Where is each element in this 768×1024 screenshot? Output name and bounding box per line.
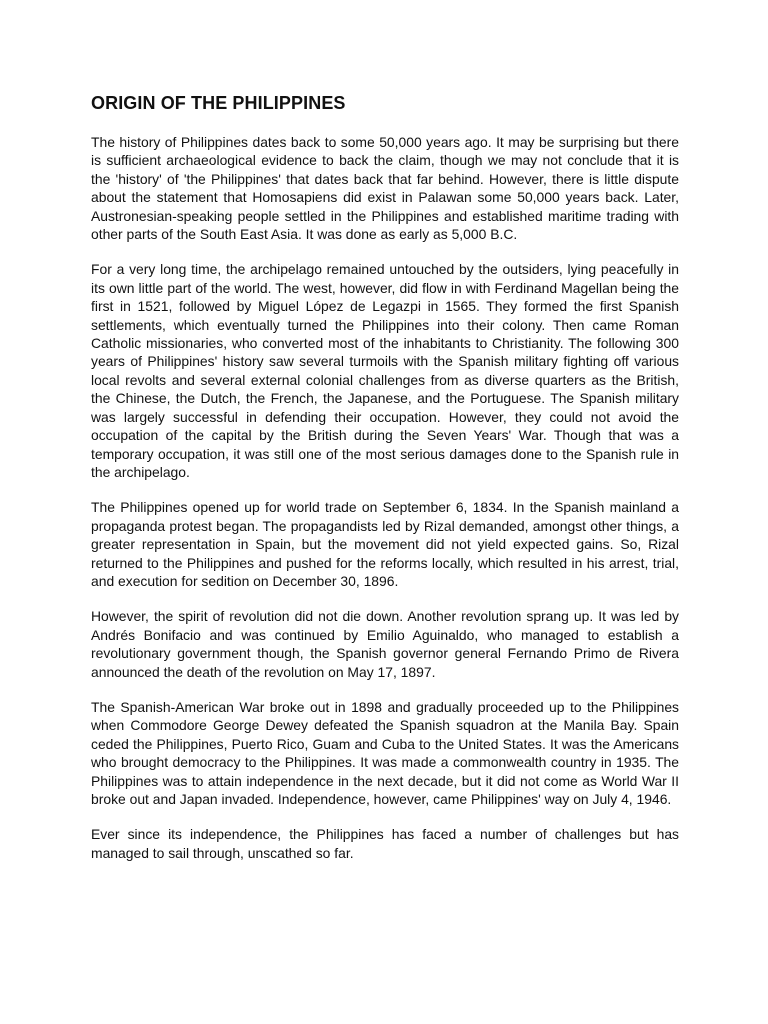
paragraph-american-period: The Spanish-American War broke out in 1898 and gradually proceeded up to the Philippines when Commodore George Dewey defeated the Spanish squadron at the Manila Bay. Spain ceded the Philippines, Puerto Rico, Guam and Cuba to the United States. It was the Americans who brought democracy to the Philippines. It was made a commonwealth country in 1935. The Philippines was to attain independence in the next decade, but it did not come as World War II broke out and Japan invaded. Independence, however, came Philippines' way on July 4, 1946. xyxy=(91,698,679,807)
document-page xyxy=(91,92,679,879)
paragraph-independence: Ever since its independence, the Philippines has faced a number of challenges but has managed to sail through, unscathed so far. xyxy=(91,826,679,861)
paragraph-prehistory: The history of Philippines dates back to some 50,000 years ago. It may be surprising but there is sufficient archaeological evidence to back the claim, though we may not conclude that it is the 'history' of 'the Philippines' that dates back that far behind. However, there is little dispute about the statement that Homosapiens did exist in Palawan some 50,000 years back. Later, Austronesian-speaking people settled in the Philippines and established maritime trading with other parts of the South East Asia. It was done as early as 5,000 B.C. xyxy=(91,134,679,243)
paragraph-revolution: However, the spirit of revolution did not die down. Another revolution sprang up. It was led by Andrés Bonifacio and was continued by Emilio Aguinaldo, who managed to establish a revolutionary government though, the Spanish governor general Fernando Primo de Rivera announced the death of the revolution on May 17, 1897. xyxy=(91,608,679,680)
paragraph-propaganda-movement: The Philippines opened up for world trade on September 6, 1834. In the Spanish mainland a propaganda protest began. The propagandists led by Rizal demanded, amongst other things, a greater representation in Spain, but the movement did not yield expected gains. So, Rizal returned to the Philippines and pushed for the reforms locally, which resulted in his arrest, trial, and execution for sedition on December 30, 1896. xyxy=(91,499,679,589)
paragraph-spanish-colonization: For a very long time, the archipelago remained untouched by the outsiders, lying peacefully in its own little part of the world. The west, however, did flow in with Ferdinand Magellan being the first in 1521, followed by Miguel López de Legazpi in 1565. They formed the first Spanish settlements, which eventually turned the Philippines into their colony. Then came Roman Catholic missionaries, who converted most of the inhabitants to Christianity. The following 300 years of Philippines' history saw several turmoils with the Spanish military fighting off various local revolts and several external colonial challenges from as diverse quarters as the British, the Chinese, the Dutch, the French, the Japanese, and the Portuguese. The Spanish military was largely successful in defending their occupation. However, they could not avoid the occupation of the capital by the British during the Seven Years' War. Though that was a temporary occupation, it was still one of the most serious damages done to the Spanish rule in the archipelago. xyxy=(91,261,679,480)
document-title: ORIGIN OF THE PHILIPPINES xyxy=(91,93,346,113)
